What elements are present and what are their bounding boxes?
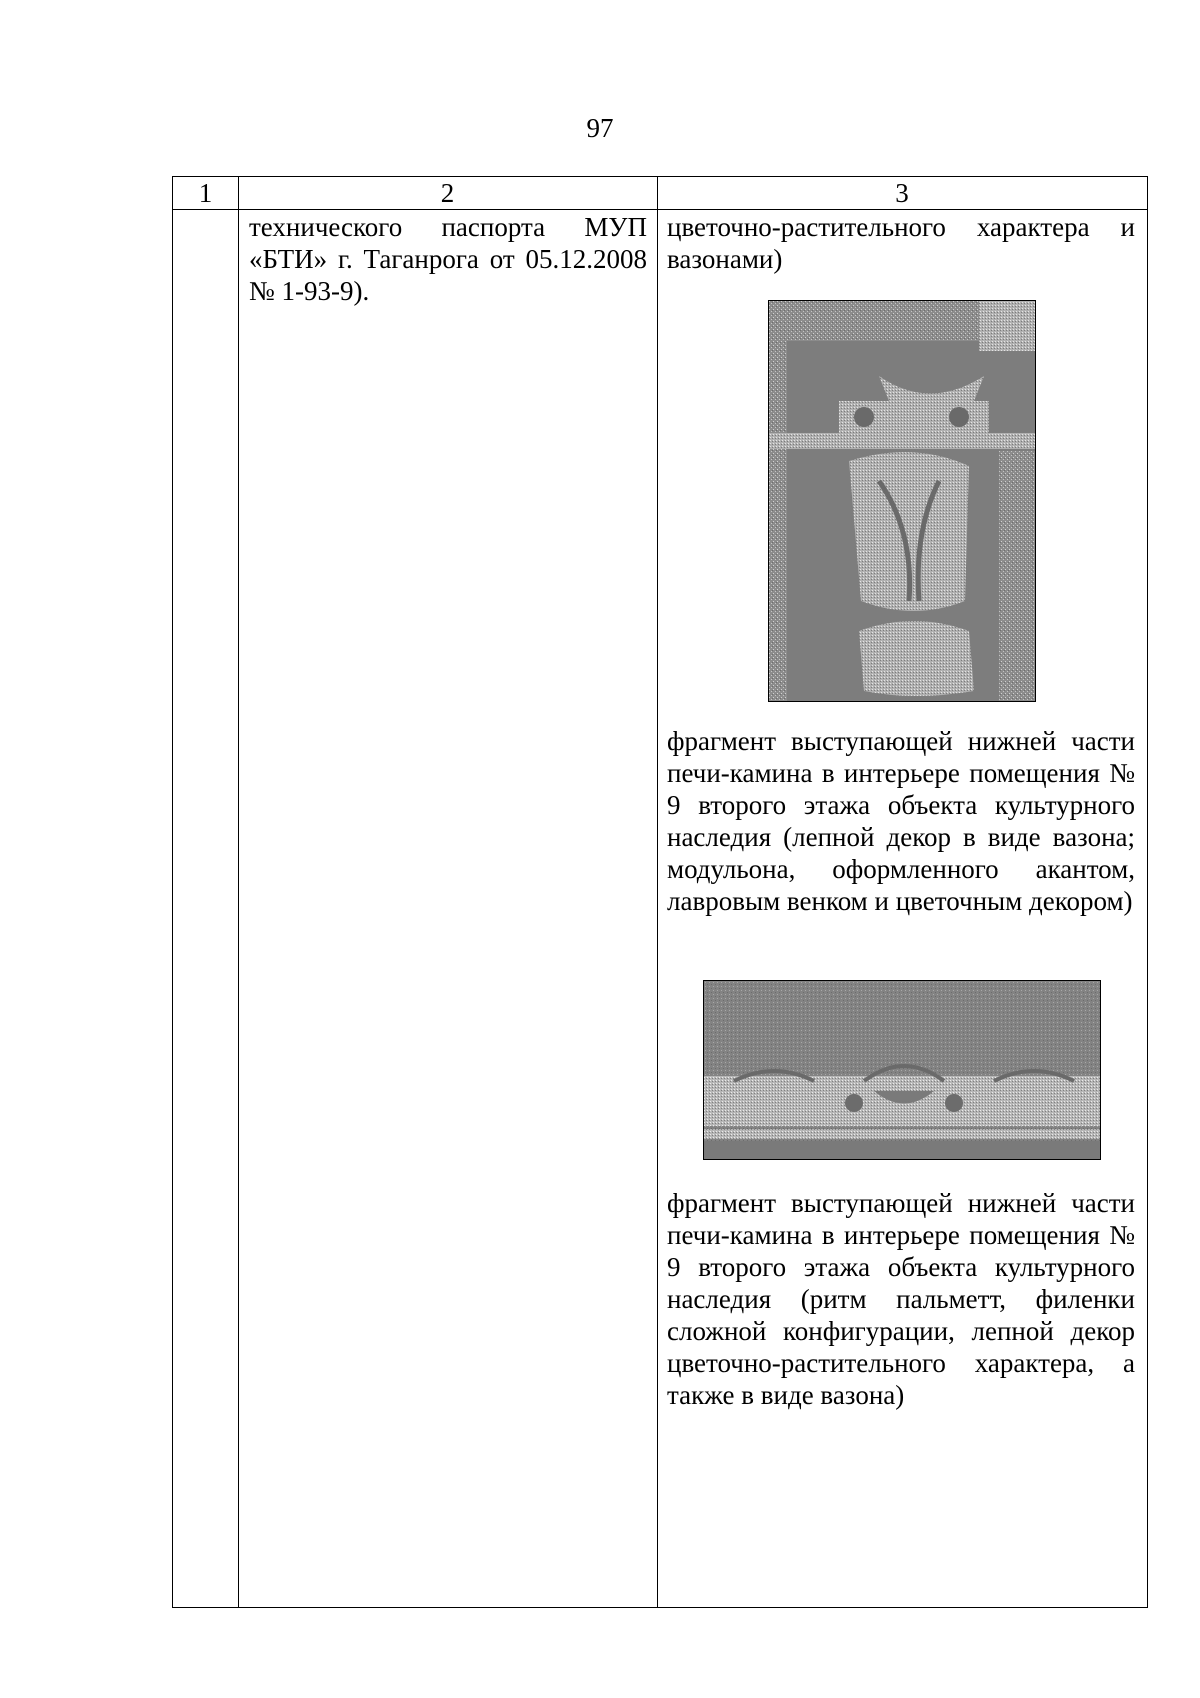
modillion-photo-image [769,301,1035,701]
column-header-1: 1 [198,178,213,208]
column-divider-1 [238,177,239,1607]
header-divider [173,209,1147,210]
photo-2-caption: фрагмент выступающей нижней части печи-камина в интерьере помещения № 9 второго этажа объекта культурного наследия (ритм пальметт, филенки сложной конфигурации, лепной декор цветочно-растительного характера, а также в виде вазона) [667,1188,1135,1410]
column-divider-2 [657,177,658,1607]
column-3-intro: цветочно-растительного характера и вазонами) [667,212,1135,274]
column-header-3: 3 [895,178,909,208]
frieze-photo-image [704,981,1100,1159]
photo-1-caption: фрагмент выступающей нижней части печи-камина в интерьере помещения № 9 второго этажа объекта культурного наследия (лепной декор в виде вазона; модульона, оформленного акантом, лавровым венком и цветочным декором) [667,726,1135,916]
column-header-2: 2 [440,178,455,208]
column-2-text: технического паспорта МУП «БТИ» г. Таганрога от 05.12.2008 № 1-93-9). [249,212,647,306]
page-number: 97 [586,113,614,143]
frieze-photo [703,980,1101,1160]
modillion-photo [768,300,1036,702]
heritage-table [172,176,1148,1608]
